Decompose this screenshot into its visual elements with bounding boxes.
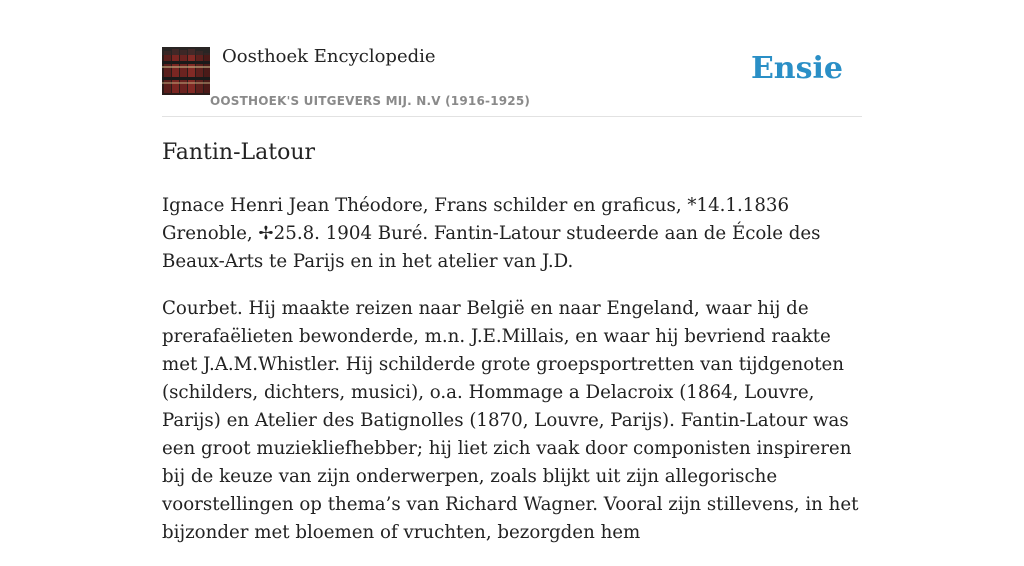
article-paragraph: Courbet. Hij maakte reizen naar België en naar Engeland, waar hij de prerafaëlieten bewonderde, m.n. J.E.Millais, en waar hij bevriend raakte met J.A.M.Whistler. Hij schilderde grote groepsportretten van tijdgenoten (schilders, dichters, musici), o.a. Hommage a Delacroix (1864, Louvre, Parijs) en Atelier des Batignolles (1870, Louvre, Parijs). Fantin-Latour was een groot muziekliefhebber; hij liet zich vaak door componisten inspireren bij de keuze van zijn onderwerpen, zoals blijkt uit zijn allegorische voorstellingen op thema’s van Richard Wagner. Vooral zijn stillevens, in het bijzonder met bloemen of vruchten, bezorgden hem — [162, 298, 859, 543]
ensie-logo[interactable]: Ensie — [750, 51, 843, 86]
article-body — [162, 192, 862, 566]
article-title: Fantin-Latour — [162, 140, 316, 165]
article-paragraph: Ignace Henri Jean Théodore, Frans schilder en graficus, *14.1.1836 Grenoble, ✢25.8. 1904 Buré. Fantin-Latour studeerde aan de École des Beaux-Arts te Parijs en in het atelier van J.D. — [162, 195, 821, 272]
source-title[interactable]: Oosthoek Encyclopedie — [222, 46, 436, 67]
page-container — [162, 0, 862, 543]
book-spines-icon — [162, 47, 210, 95]
source-header — [162, 0, 862, 117]
book-spines-avatar[interactable] — [162, 47, 210, 95]
source-subtitle: OOSTHOEK'S UITGEVERS MIJ. N.V (1916-1925) — [210, 94, 531, 108]
